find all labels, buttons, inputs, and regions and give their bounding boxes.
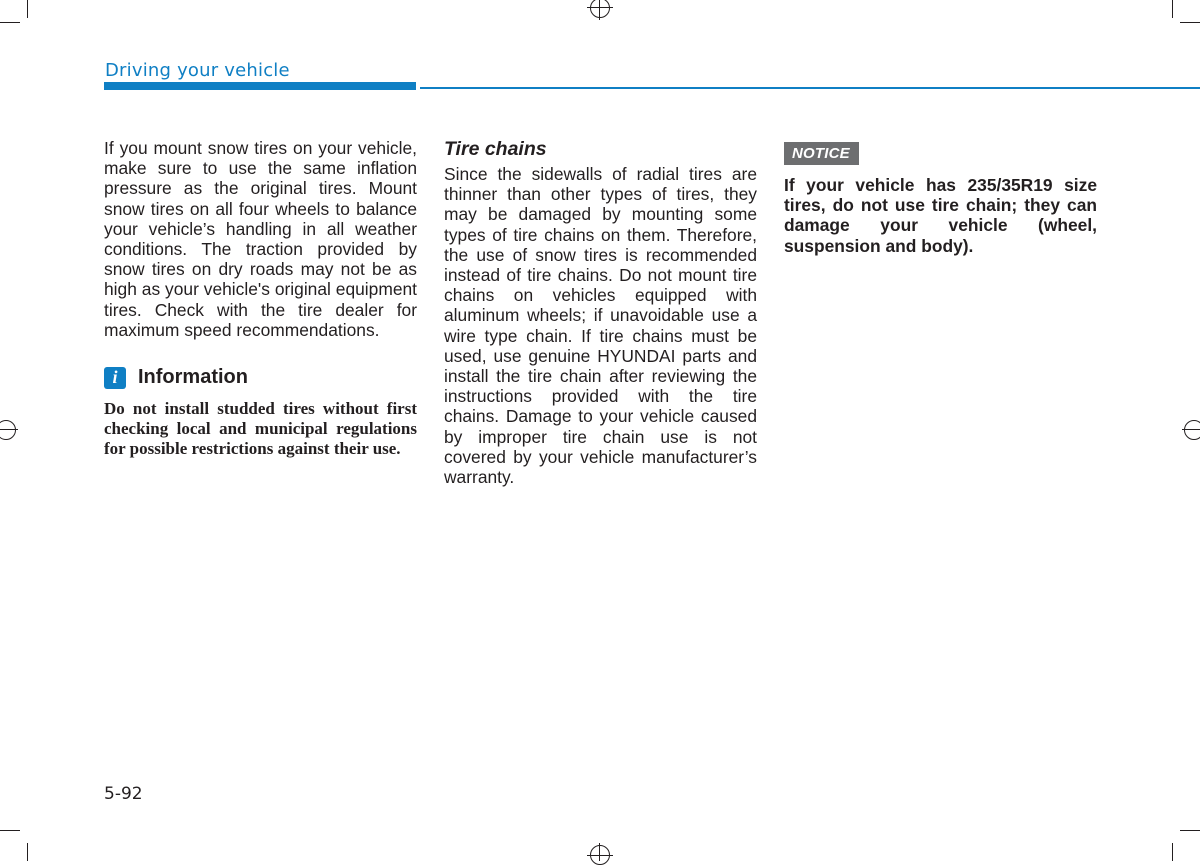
crop-mark	[1180, 22, 1200, 23]
information-text: Do not install studded tires without first checking local and municipal regulations for possible restrictions against their use.	[104, 399, 417, 459]
registration-mark	[0, 429, 18, 430]
registration-mark	[1184, 420, 1200, 440]
tire-chains-heading: Tire chains	[444, 138, 547, 160]
left-column	[104, 138, 417, 460]
registration-mark	[587, 855, 613, 856]
registration-mark	[0, 420, 16, 440]
crop-mark	[0, 22, 20, 23]
crop-mark	[27, 843, 28, 861]
crop-mark	[27, 0, 28, 18]
registration-mark	[587, 7, 613, 8]
crop-mark	[1172, 0, 1173, 18]
registration-mark	[599, 0, 600, 20]
tire-chains-paragraph: Since the sidewalls of radial tires are thinner than other types of tires, they may be damaged by mounting some types of tire chains on them. Therefore, the use of snow tires is recommended instead of tire chains. Do not mount tire chains on vehicles equipped with aluminum wheels; if unavoidable use a wire type chain. If tire chains must be used, use genuine HYUNDAI parts and install the tire chain after reviewing the instructions provided with the tire chains. Damage to your vehicle caused by improper tire chain use is not covered by your vehicle manufacturer’s warranty.	[444, 164, 757, 488]
crop-mark	[0, 830, 20, 831]
information-title: Information	[138, 366, 248, 389]
info-icon: i	[104, 367, 126, 389]
registration-mark	[590, 0, 610, 18]
notice-badge: NOTICE	[784, 142, 859, 165]
registration-mark	[1182, 429, 1200, 430]
crop-mark	[1180, 830, 1200, 831]
notice-text: If your vehicle has 235/35R19 size tires, do not use tire chain; they can damage your vehicle (wheel, suspension and body).	[784, 175, 1097, 256]
right-column	[784, 138, 1097, 256]
crop-mark	[1172, 843, 1173, 861]
header-rule-thin	[420, 87, 1200, 89]
snow-tires-paragraph: If you mount snow tires on your vehicle, make sure to use the same inflation pressure as the original tires. Mount snow tires on all four wheels to balance your vehicle’s handling in all weather conditions. The traction provided by snow tires on dry roads may not be as high as your vehicle's original equipment tires. Check with the tire dealer for maximum speed recommendations.	[104, 138, 417, 340]
page-number: 5-92	[104, 784, 143, 804]
section-title: Driving your vehicle	[105, 60, 290, 81]
middle-column	[444, 138, 757, 487]
registration-mark	[599, 843, 600, 861]
information-header	[104, 366, 417, 389]
header-rule-thick	[104, 82, 416, 90]
